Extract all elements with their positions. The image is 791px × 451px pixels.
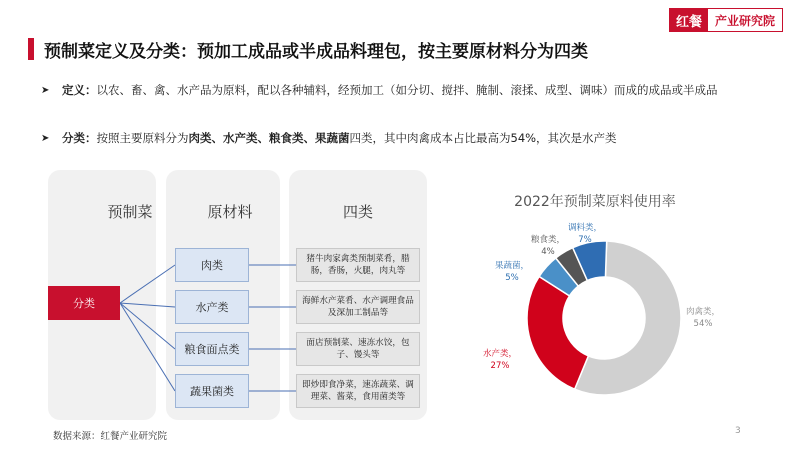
category-desc-vegetable: 即炒即食净菜，速冻蔬菜、调理菜、酱菜，食用菌类等 <box>296 374 420 408</box>
definition-label: 定义： <box>62 83 97 97</box>
classification-text-2: 四类，其中肉禽成本占比最高为54%，其次是水产类 <box>349 131 617 145</box>
chart-title: 2022年预制菜原料使用率 <box>514 194 676 210</box>
column-header-dish: 预制菜 <box>107 203 153 221</box>
slice-label-value: 4% <box>541 247 555 257</box>
donut-slice <box>527 276 588 389</box>
category-desc-seafood: 海鲜水产菜肴、水产调理食品及深加工制品等 <box>296 290 420 324</box>
classification-label: 分类： <box>62 131 97 145</box>
category-desc-grain: 面店预制菜、速冻水饺，包子、馒头等 <box>296 332 420 366</box>
brand-logo-mark: 红餐 <box>670 9 708 31</box>
classification-cat-3: 粮食类、 <box>269 131 315 145</box>
category-box-grain: 粮食面点类 <box>175 332 249 366</box>
slice-label <box>475 348 525 372</box>
category-box-seafood: 水产类 <box>175 290 249 324</box>
category-desc-meat: 猪牛肉家禽类预制菜肴，腊肠，香肠，火腿，肉丸等 <box>296 248 420 282</box>
page-number: 3 <box>735 426 741 436</box>
slice-label-name: 果蔬菌， <box>494 261 529 271</box>
category-box-meat: 肉类 <box>175 248 249 282</box>
classification-cat-1: 肉类、 <box>188 131 223 145</box>
slice-label <box>678 306 728 330</box>
bullet-arrow-icon: ➤ <box>41 85 50 96</box>
bullet-arrow-icon: ➤ <box>41 133 50 144</box>
slice-label-value: 5% <box>505 273 519 283</box>
column-header-category: 四类 <box>342 203 373 221</box>
slice-label-value: 7% <box>578 235 592 245</box>
column-header-material: 原材料 <box>207 203 253 221</box>
slice-label-value: 54% <box>693 319 713 329</box>
slice-label-name: 调料类， <box>567 223 602 233</box>
classification-text-1: 按照主要原料分为 <box>96 131 189 145</box>
slice-label <box>487 260 537 284</box>
slice-label-value: 27% <box>490 361 510 371</box>
slice-label-name: 肉禽类， <box>685 307 720 317</box>
page-title: 预制菜定义及分类：预加工成品或半成品料理包，按主要原材料分为四类 <box>44 42 588 62</box>
data-source: 数据来源：红餐产业研究院 <box>53 431 168 442</box>
root-category-box: 分类 <box>48 286 120 320</box>
classification-cat-4: 果蔬菌 <box>315 131 350 145</box>
definition-text: 以农、畜、禽、水产品为原料，配以各种辅料，经预加工（如分切、搅拌、腌制、滚揉、成型、调味）而成的成品或半成品 <box>96 83 718 97</box>
category-box-vegetable: 蔬果菌类 <box>175 374 249 408</box>
slice-label-name: 水产类， <box>482 349 517 359</box>
classification-cat-2: 水产类、 <box>223 131 269 145</box>
slice-label <box>560 222 610 246</box>
brand-logo-text: 产业研究院 <box>714 13 775 28</box>
slice-label-name: 粮食类， <box>530 235 565 245</box>
